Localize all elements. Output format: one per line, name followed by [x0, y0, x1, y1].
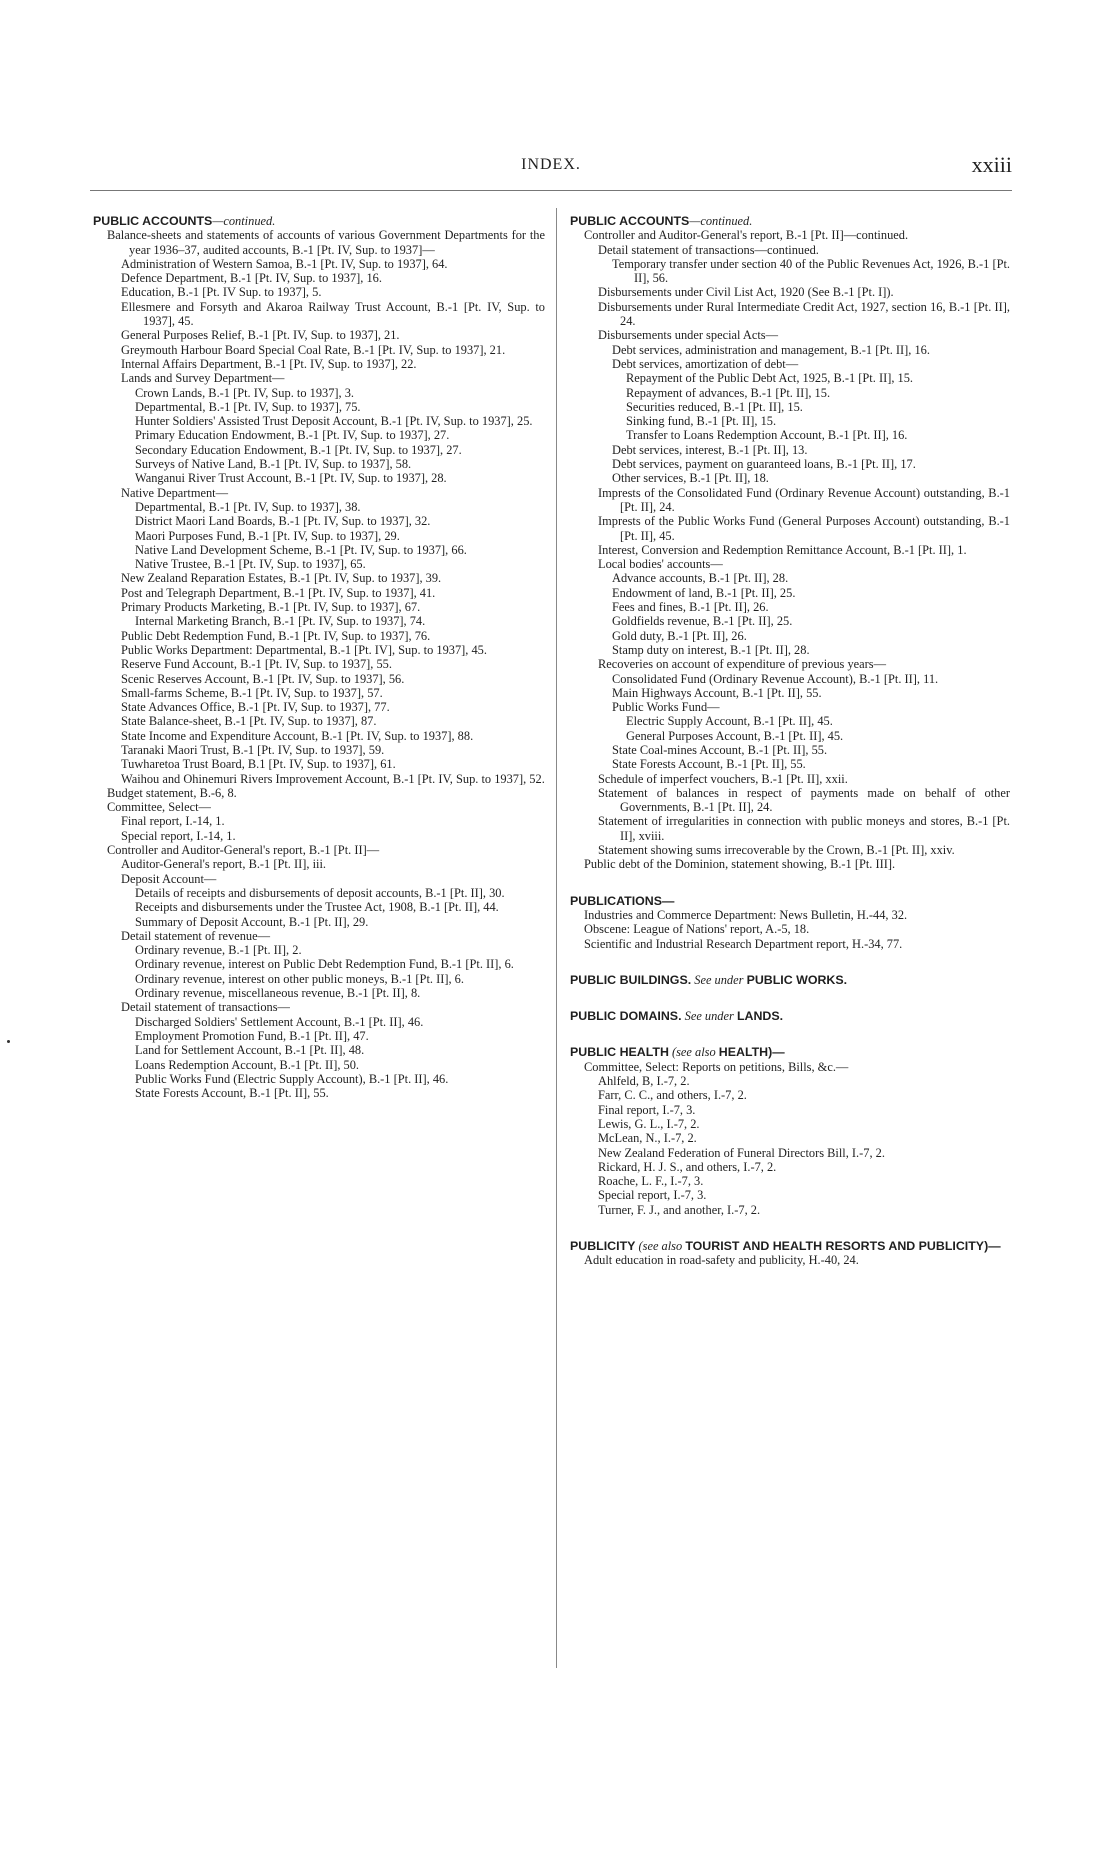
index-entry: McLean, N., I.-7, 2.: [598, 1131, 697, 1146]
index-entry: State Income and Expenditure Account, B.-1 [Pt. IV, Sup. to 1937], 88.: [121, 728, 474, 743]
index-entry: Ordinary revenue, interest on other public moneys, B.-1 [Pt. II], 6.: [135, 971, 464, 986]
index-entry: Debt services, interest, B.-1 [Pt. II], 13.: [612, 442, 808, 457]
index-entry: Employment Promotion Fund, B.-1 [Pt. II], 47.: [135, 1028, 369, 1043]
heading-reference: TOURIST AND HEALTH RESORTS AND PUBLICITY)—: [685, 1239, 1001, 1253]
index-heading: [570, 1239, 1010, 1253]
index-entry: Details of receipts and disbursements of deposit accounts, B.-1 [Pt. II], 30.: [135, 885, 505, 900]
index-heading: [570, 1009, 1010, 1023]
index-entry: Hunter Soldiers' Assisted Trust Deposit Account, B.-1 [Pt. IV, Sup. to 1937], 25.: [135, 414, 533, 429]
index-entry: Controller and Auditor-General's report, B.-1 [Pt. II]—continued.: [584, 228, 909, 243]
margin-mark: [7, 1040, 10, 1043]
index-entry: Debt services, administration and management, B.-1 [Pt. II], 16.: [612, 342, 930, 357]
index-heading: [570, 1045, 1010, 1059]
index-heading: [570, 973, 1010, 987]
index-entry: State Advances Office, B.-1 [Pt. IV, Sup. to 1937], 77.: [121, 700, 390, 715]
index-entry: Electric Supply Account, B.-1 [Pt. II], 45.: [626, 714, 833, 729]
index-entry: Stamp duty on interest, B.-1 [Pt. II], 28.: [612, 642, 810, 657]
index-entry: Special report, I.-7, 3.: [598, 1188, 707, 1203]
heading-term: PUBLIC HEALTH: [570, 1045, 669, 1060]
index-entry: Auditor-General's report, B.-1 [Pt. II], iii.: [121, 857, 327, 872]
index-entry: Statement showing sums irrecoverable by the Crown, B.-1 [Pt. II], xxiv.: [598, 843, 955, 858]
index-entry: Main Highways Account, B.-1 [Pt. II], 55.: [612, 685, 822, 700]
index-entry: Post and Telegraph Department, B.-1 [Pt. IV, Sup. to 1937], 41.: [121, 585, 436, 600]
index-entry: Education, B.-1 [Pt. IV Sup. to 1937], 5.: [121, 285, 322, 300]
index-entry: Ordinary revenue, interest on Public Debt Redemption Fund, B.-1 [Pt. II], 6.: [135, 957, 514, 972]
index-entry: Scenic Reserves Account, B.-1 [Pt. IV, Sup. to 1937], 56.: [121, 671, 405, 686]
heading-reference: PUBLIC WORKS.: [746, 972, 848, 987]
index-entry: Public Works Department: Departmental, B.-1 [Pt. IV], Sup. to 1937], 45.: [121, 642, 487, 657]
index-entry: Native Land Development Scheme, B.-1 [Pt. IV, Sup. to 1937], 66.: [135, 542, 467, 557]
index-entry: Sinking fund, B.-1 [Pt. II], 15.: [626, 414, 777, 429]
index-entry: Budget statement, B.-6, 8.: [107, 785, 237, 800]
index-entry: District Maori Land Boards, B.-1 [Pt. IV, Sup. to 1937], 32.: [135, 514, 431, 529]
index-entry: State Forests Account, B.-1 [Pt. II], 55.: [135, 1086, 329, 1101]
heading-term: PUBLIC DOMAINS.: [570, 1009, 682, 1024]
index-entry: Adult education in road-safety and publicity, H.-40, 24.: [584, 1253, 859, 1268]
index-entry: Imprests of the Public Works Fund (General Purposes Account) outstanding, B.-1 [Pt. II], 45.: [598, 514, 1010, 543]
index-entry: Detail statement of revenue—: [121, 928, 270, 943]
index-entry: Native Department—: [121, 485, 229, 500]
index-entry: State Balance-sheet, B.-1 [Pt. IV, Sup. to 1937], 87.: [121, 714, 377, 729]
index-entry: Recoveries on account of expenditure of previous years—: [598, 657, 886, 672]
index-entry: Crown Lands, B.-1 [Pt. IV, Sup. to 1937], 3.: [135, 385, 355, 400]
index-entry: Detail statement of transactions—continued.: [598, 242, 819, 257]
page-title: INDEX.: [521, 156, 581, 173]
index-entry: Interest, Conversion and Redemption Remittance Account, B.-1 [Pt. II], 1.: [598, 542, 967, 557]
index-entry: Taranaki Maori Trust, B.-1 [Pt. IV, Sup. to 1937], 59.: [121, 742, 385, 757]
index-entry: Committee, Select—: [107, 800, 211, 815]
index-entry: Defence Department, B.-1 [Pt. IV, Sup. to 1937], 16.: [121, 271, 382, 286]
index-entry: Public Works Fund—: [612, 700, 720, 715]
index-entry: Public Debt Redemption Fund, B.-1 [Pt. IV, Sup. to 1937], 76.: [121, 628, 431, 643]
index-entry: Internal Marketing Branch, B.-1 [Pt. IV, Sup. to 1937], 74.: [135, 614, 426, 629]
section-gap: [570, 987, 1010, 1009]
page-header: [90, 152, 1012, 186]
heading-note: (see also: [635, 1239, 686, 1253]
index-entry: Departmental, B.-1 [Pt. IV, Sup. to 1937], 38.: [135, 499, 361, 514]
index-entry: Land for Settlement Account, B.-1 [Pt. II], 48.: [135, 1043, 365, 1058]
index-entry: Ellesmere and Forsyth and Akaroa Railway Trust Account, B.-1 [Pt. IV, Sup. to 1937], 45.: [121, 299, 545, 329]
index-entry: Receipts and disbursements under the Trustee Act, 1908, B.-1 [Pt. II], 44.: [135, 900, 499, 915]
index-entry: Public debt of the Dominion, statement showing, B.-1 [Pt. III].: [584, 857, 896, 872]
index-entry: Native Trustee, B.-1 [Pt. IV, Sup. to 1937], 65.: [135, 557, 366, 572]
index-entry: Goldfields revenue, B.-1 [Pt. II], 25.: [612, 614, 793, 629]
heading-reference: HEALTH)—: [718, 1045, 785, 1060]
index-entry: Farr, C. C., and others, I.-7, 2.: [598, 1088, 747, 1103]
index-entry: Detail statement of transactions—: [121, 1000, 290, 1015]
header-rule: [90, 190, 1012, 191]
index-entry: Reserve Fund Account, B.-1 [Pt. IV, Sup. to 1937], 55.: [121, 657, 392, 672]
index-entry: Endowment of land, B.-1 [Pt. II], 25.: [612, 585, 796, 600]
index-entry: Other services, B.-1 [Pt. II], 18.: [612, 471, 769, 486]
section-gap: [570, 872, 1010, 894]
index-entry: Scientific and Industrial Research Department report, H.-34, 77.: [584, 936, 903, 951]
index-entry: Imprests of the Consolidated Fund (Ordinary Revenue Account) outstanding, B.-1 [Pt. II], 24.: [598, 485, 1010, 514]
index-entry: Fees and fines, B.-1 [Pt. II], 26.: [612, 600, 769, 615]
index-entry: Securities reduced, B.-1 [Pt. II], 15.: [626, 399, 803, 414]
heading-note: —continued.: [212, 214, 276, 228]
index-entry: Tuwharetoa Trust Board, B.1 [Pt. IV, Sup. to 1937], 61.: [121, 757, 396, 772]
index-entry: Loans Redemption Account, B.-1 [Pt. II], 50.: [135, 1057, 360, 1072]
index-entry: Administration of Western Samoa, B.-1 [Pt. IV, Sup. to 1937], 64.: [121, 256, 448, 271]
index-entry: Surveys of Native Land, B.-1 [Pt. IV, Sup. to 1937], 58.: [135, 457, 412, 472]
index-entry: Ahlfeld, B, I.-7, 2.: [598, 1074, 690, 1089]
index-entry: Schedule of imperfect vouchers, B.-1 [Pt. II], xxii.: [598, 771, 848, 786]
index-entry: Committee, Select: Reports on petitions, Bills, &c.—: [584, 1059, 849, 1074]
index-entry: Maori Purposes Fund, B.-1 [Pt. IV, Sup. to 1937], 29.: [135, 528, 400, 543]
page-number: xxiii: [971, 152, 1012, 177]
index-entry: Waihou and Ohinemuri Rivers Improvement Account, B.-1 [Pt. IV, Sup. to 1937], 52.: [121, 771, 545, 786]
index-entry: Debt services, payment on guaranteed loans, B.-1 [Pt. II], 17.: [612, 457, 916, 472]
index-entry: State Coal-mines Account, B.-1 [Pt. II], 55.: [612, 742, 828, 757]
index-entry: Final report, I.-14, 1.: [121, 814, 225, 829]
right-column: [570, 214, 1010, 1268]
index-entry: Wanganui River Trust Account, B.-1 [Pt. IV, Sup. to 1937], 28.: [135, 471, 447, 486]
index-entry: Obscene: League of Nations' report, A.-5, 18.: [584, 922, 810, 937]
index-heading: [570, 894, 1010, 908]
index-entry: Disbursements under Civil List Act, 1920 (See B.-1 [Pt. I]).: [598, 285, 894, 300]
index-entry: Gold duty, B.-1 [Pt. II], 26.: [612, 628, 747, 643]
index-entry: Industries and Commerce Department: News Bulletin, H.-44, 32.: [584, 907, 908, 922]
index-entry: Small-farms Scheme, B.-1 [Pt. IV, Sup. to 1937], 57.: [121, 685, 383, 700]
index-entry: Controller and Auditor-General's report, B.-1 [Pt. II]—: [107, 843, 380, 858]
index-entry: Ordinary revenue, B.-1 [Pt. II], 2.: [135, 943, 302, 958]
section-gap: [570, 1023, 1010, 1045]
index-heading: [93, 214, 545, 228]
index-entry: Debt services, amortization of debt—: [612, 356, 799, 371]
heading-term: PUBLIC ACCOUNTS: [93, 214, 213, 228]
index-entry: Disbursements under special Acts—: [598, 328, 778, 343]
index-entry: Primary Products Marketing, B.-1 [Pt. IV, Sup. to 1937], 67.: [121, 600, 421, 615]
heading-term: PUBLICATIONS—: [570, 893, 675, 908]
index-entry: Local bodies' accounts—: [598, 557, 723, 572]
index-entry: Departmental, B.-1 [Pt. IV, Sup. to 1937], 75.: [135, 399, 361, 414]
index-entry: Ordinary revenue, miscellaneous revenue, B.-1 [Pt. II], 8.: [135, 986, 421, 1001]
index-entry: Primary Education Endowment, B.-1 [Pt. IV, Sup. to 1937], 27.: [135, 428, 450, 443]
heading-note: —continued.: [689, 214, 753, 228]
left-column: [93, 214, 545, 1100]
index-entry: Repayment of the Public Debt Act, 1925, B.-1 [Pt. II], 15.: [626, 371, 914, 386]
index-entry: Deposit Account—: [121, 871, 217, 886]
index-entry: Internal Affairs Department, B.-1 [Pt. IV, Sup. to 1937], 22.: [121, 356, 417, 371]
index-entry: Summary of Deposit Account, B.-1 [Pt. II], 29.: [135, 914, 369, 929]
heading-term: PUBLIC ACCOUNTS: [570, 214, 690, 228]
heading-note: (see also: [668, 1045, 719, 1060]
section-gap: [570, 1217, 1010, 1239]
index-entry: Advance accounts, B.-1 [Pt. II], 28.: [612, 571, 789, 586]
index-entry: Discharged Soldiers' Settlement Account, B.-1 [Pt. II], 46.: [135, 1014, 424, 1029]
index-entry: Statement of irregularities in connection with public moneys and stores, B.-1 [Pt. II], xviii.: [598, 814, 1010, 843]
index-entry: Secondary Education Endowment, B.-1 [Pt. IV, Sup. to 1937], 27.: [135, 442, 462, 457]
section-gap: [570, 951, 1010, 973]
index-entry: Transfer to Loans Redemption Account, B.-1 [Pt. II], 16.: [626, 428, 908, 443]
index-entry: General Purposes Relief, B.-1 [Pt. IV, Sup. to 1937], 21.: [121, 328, 400, 343]
heading-note: See under: [691, 972, 747, 987]
index-entry: Final report, I.-7, 3.: [598, 1102, 696, 1117]
heading-note: See under: [681, 1009, 737, 1024]
heading-term: PUBLIC BUILDINGS.: [570, 972, 692, 987]
column-divider: [556, 208, 557, 1668]
index-entry: Repayment of advances, B.-1 [Pt. II], 15.: [626, 385, 831, 400]
index-entry: Special report, I.-14, 1.: [121, 828, 236, 843]
index-entry: Roache, L. F., I.-7, 3.: [598, 1174, 704, 1189]
index-entry: Public Works Fund (Electric Supply Account), B.-1 [Pt. II], 46.: [135, 1071, 449, 1086]
index-entry: New Zealand Reparation Estates, B.-1 [Pt. IV, Sup. to 1937], 39.: [121, 571, 442, 586]
index-entry: Consolidated Fund (Ordinary Revenue Account), B.-1 [Pt. II], 11.: [612, 671, 939, 686]
index-entry: Statement of balances in respect of payments made on behalf of other Governments, B.-1 [Pt. II], 24.: [598, 785, 1010, 815]
index-entry: Turner, F. J., and another, I.-7, 2.: [598, 1202, 761, 1217]
index-entry: General Purposes Account, B.-1 [Pt. II], 45.: [626, 728, 844, 743]
heading-term: PUBLICITY: [570, 1239, 636, 1253]
index-entry: Temporary transfer under section 40 of the Public Revenues Act, 1926, B.-1 [Pt. II], 56.: [612, 256, 1010, 286]
index-heading: [570, 214, 1010, 228]
index-entry: Lewis, G. L., I.-7, 2.: [598, 1116, 700, 1131]
index-entry: Balance-sheets and statements of accounts of various Government Departments for the year 1936–37, audited accounts, B.-1 [Pt. IV, Sup. to 1937]—: [107, 228, 545, 257]
index-entry: New Zealand Federation of Funeral Directors Bill, I.-7, 2.: [598, 1145, 885, 1160]
index-entry: Greymouth Harbour Board Special Coal Rate, B.-1 [Pt. IV, Sup. to 1937], 21.: [121, 342, 506, 357]
heading-reference: LANDS.: [736, 1009, 784, 1024]
index-entry: Lands and Survey Department—: [121, 371, 285, 386]
index-entry: Rickard, H. J. S., and others, I.-7, 2.: [598, 1159, 777, 1174]
index-entry: State Forests Account, B.-1 [Pt. II], 55.: [612, 757, 806, 772]
index-entry: Disbursements under Rural Intermediate Credit Act, 1927, section 16, B.-1 [Pt. II], 24.: [598, 299, 1010, 329]
